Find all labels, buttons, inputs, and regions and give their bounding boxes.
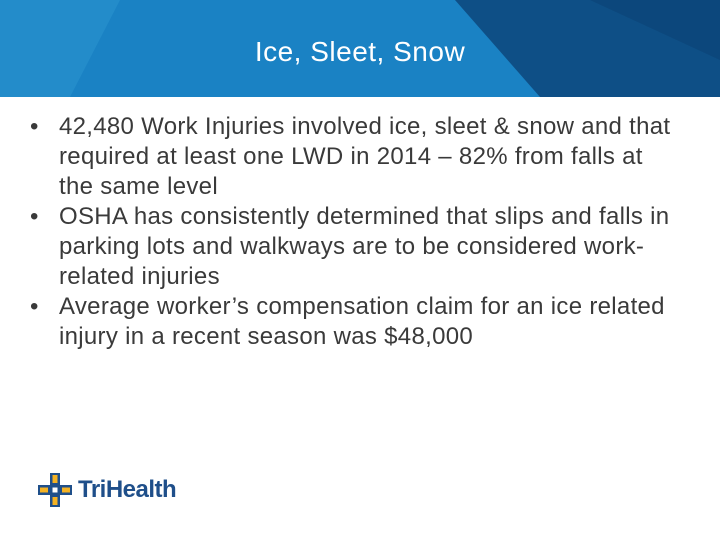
bullet-text: OSHA has consistently determined that slips and falls in parking lots and walkways are to be considered work-related injuries <box>59 203 670 290</box>
bullet-item <box>30 112 680 202</box>
bullet-item <box>30 202 680 292</box>
bullet-item <box>30 292 680 352</box>
logo-wordmark: TriHealth <box>78 476 177 503</box>
bullet-text: Average worker’s compensation claim for an ice related injury in a recent season was $48,000 <box>59 293 665 350</box>
bullet-marker: • <box>30 293 39 320</box>
bullet-list <box>30 112 680 352</box>
bullet-marker: • <box>30 203 39 230</box>
bullet-marker: • <box>30 113 39 140</box>
slide-title: Ice, Sleet, Snow <box>254 36 466 67</box>
title-banner <box>0 0 720 97</box>
bullet-text: 42,480 Work Injuries involved ice, sleet & snow and that required at least one LWD in 2014 – 82% from falls at the same level <box>59 113 671 200</box>
trihealth-cross-logo-icon <box>38 473 72 507</box>
trihealth-logo <box>38 472 176 508</box>
